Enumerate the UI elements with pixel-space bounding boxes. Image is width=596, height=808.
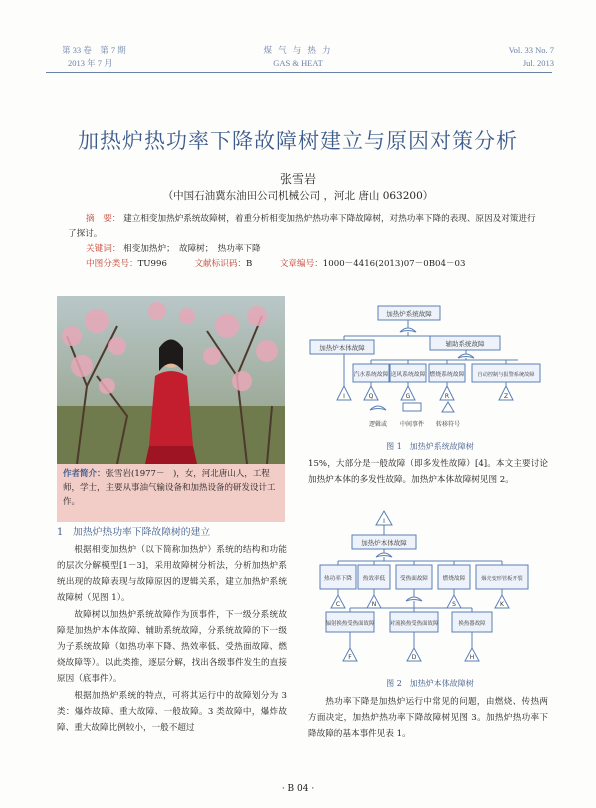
doc-code: B bbox=[246, 259, 253, 269]
fig1-leaf-1: I bbox=[343, 393, 345, 400]
fig2-lower-leaf-2: D bbox=[411, 654, 417, 661]
header-volume-en: Vol. 33 No. 7 Jul. 2013 bbox=[508, 45, 554, 68]
header-journal: 煤 气 与 热 力 GAS & HEAT bbox=[263, 45, 333, 68]
fig2-lower-2: 对流换热受热面故障 bbox=[389, 621, 439, 627]
fig2-sub-leaf-5: K bbox=[500, 601, 504, 608]
clc-label: 中图分类号： bbox=[86, 259, 138, 269]
doc-label: 文献标识码： bbox=[194, 259, 247, 269]
fig1-sub-3: 燃烧系统故障 bbox=[429, 372, 465, 378]
fig1-top-event: 加热炉系统故障 bbox=[386, 310, 432, 318]
abstract-text: 建立相变加热炉系统故障树，着重分析相变加热炉热功率下降故障树，对热功率下降的表现、原因及对策进行了探讨。 bbox=[68, 214, 536, 239]
fig1-legend-intermediate: 中间事件 bbox=[399, 421, 425, 428]
section-heading: 1 加热炉热功率下降故障树的建立 bbox=[57, 527, 211, 538]
classification-line bbox=[68, 257, 538, 272]
keywords-label: 关键词： bbox=[86, 244, 121, 254]
article-author: 张雪岩 bbox=[279, 172, 316, 186]
abstract bbox=[68, 212, 538, 272]
article-no: 1000－4416(2013)07－0B04－03 bbox=[322, 259, 466, 269]
bio-label: 作者简介： bbox=[63, 469, 106, 479]
fig2-lower-leaf-1: F bbox=[348, 654, 352, 661]
bio-text: 张雪岩(1977－ )，女，河北唐山人，工程师，学士，主要从事油气输设备和加热设备的研发设计工作。 bbox=[63, 469, 276, 507]
right-paragraph-2: 热功率下降是加热炉运行中常见的问题，由燃烧、传热两方面决定，加热炉热功率下降故障树见图 3。加热炉热功率下降故障的基本事件见表 1。 bbox=[308, 697, 548, 739]
fig2-root-event: 加热炉本体故障 bbox=[361, 539, 407, 547]
section-paragraph-3: 根据加热炉系统的特点，可将其运行中的故障划分为 3 类：爆炸故障、重大故障、一般故障。3 类故障中，爆炸故障、重大故障比例较小，一般不超过 bbox=[57, 691, 287, 733]
header-rule bbox=[46, 72, 552, 73]
article-affiliation: （中国石油冀东油田公司机械公司 ，河北 唐山 063200） bbox=[162, 190, 434, 202]
fig1-leaf-2: Q bbox=[368, 393, 374, 400]
page-number: · B 04 · bbox=[281, 784, 315, 794]
author-bio bbox=[57, 464, 285, 522]
fig2-lower-3: 换热器故障 bbox=[458, 621, 486, 627]
section-paragraph-1: 根据相变加热炉（以下简称加热炉）系统的结构和功能的层次分解模型[1－3]，采用故障树分析法，分析加热炉系统出现的故障表现与故障原因的逻辑关系，建立加热炉系统故障树（见图 1）。 bbox=[57, 545, 287, 603]
fig2-sub-2: 热效率低 bbox=[362, 576, 386, 582]
fig1-legend-or: 逻辑或 bbox=[368, 421, 388, 428]
fig1-sub-1: 汽水系统故障 bbox=[353, 372, 389, 378]
section-paragraph-2: 故障树以加热炉系统故障作为顶事件，下一级分系统故障是加热炉本体故障、辅助系统故障，分系统故障的下一级为子系统故障（如热功率下降、热效率低、受热面故障、燃烧故障等）。以此类推，逐层分解，找出各级事件发生的直接原因（底事件）。 bbox=[57, 610, 287, 684]
clc-value: TU996 bbox=[137, 259, 167, 269]
fig2-sub-3: 受热面故障 bbox=[400, 576, 428, 582]
figure-1-fault-tree bbox=[306, 296, 554, 446]
fig2-sub-1: 热功率下降 bbox=[324, 576, 352, 582]
fig2-top-marker: I bbox=[383, 518, 385, 525]
fig2-sub-leaf-4: S bbox=[452, 601, 456, 608]
fig1-sub-4: 自动控制与报警系统故障 bbox=[477, 372, 535, 378]
figure-1-caption: 图 1 加热炉系统故障树 bbox=[386, 442, 474, 451]
fig1-sub-2: 送风系统故障 bbox=[390, 372, 426, 378]
figure-2-fault-tree bbox=[306, 508, 554, 676]
header-volume-cn: 第 33 卷 第 7 期 2013 年 7 月 bbox=[62, 45, 126, 68]
right-paragraph-1: 15%，大部分是一般故障（即多发性故障）[4]。本文主要讨论加热炉本体的多发性故障。加热炉本体故障树见图 2。 bbox=[308, 459, 548, 485]
fig1-leaf-3: G bbox=[405, 393, 411, 400]
author-photo bbox=[57, 296, 285, 464]
fig2-sub-leaf-1: C bbox=[335, 601, 341, 608]
fig1-right-event: 辅助系统故障 bbox=[445, 340, 485, 348]
abstract-label: 摘 要： bbox=[86, 214, 121, 224]
keywords: 相变加热炉； 故障树； 热功率下降 bbox=[123, 244, 261, 254]
fig1-legend-transfer: 转移符号 bbox=[435, 421, 461, 428]
article-no-label: 文章编号： bbox=[279, 259, 323, 269]
fig1-left-event: 加热炉本体故障 bbox=[319, 344, 365, 352]
figure-2-caption: 图 2 加热炉本体故障树 bbox=[386, 679, 474, 688]
fig2-sub-4: 燃烧故障 bbox=[442, 576, 466, 582]
fig2-lower-leaf-3: H bbox=[469, 654, 475, 661]
article-title: 加热炉热功率下降故障树建立与原因对策分析 bbox=[78, 129, 518, 153]
fig2-sub-leaf-2: N bbox=[371, 601, 377, 608]
fig2-lower-1: 辐射换热受热面故障 bbox=[325, 621, 375, 627]
fig1-leaf-4: R bbox=[444, 393, 450, 400]
fig2-sub-5: 烟壳变形管板开裂 bbox=[481, 576, 523, 582]
fig1-leaf-5: Z bbox=[503, 393, 509, 400]
